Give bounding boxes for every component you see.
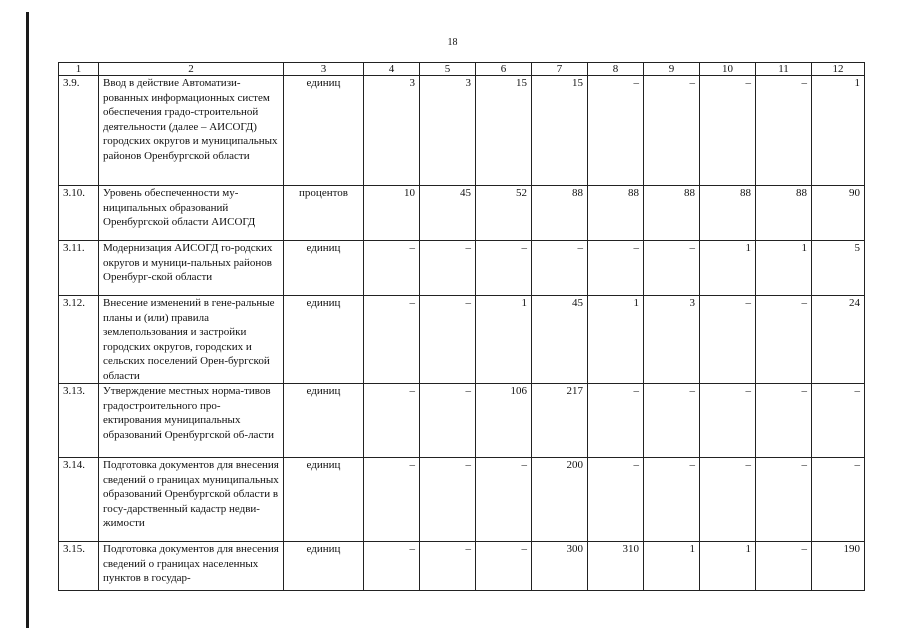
indicator-name: Уровень обеспеченности му-ниципальных образований Оренбургской области АИСОГД bbox=[99, 186, 284, 241]
row-number: 3.10. bbox=[59, 186, 99, 241]
value-cell: – bbox=[756, 384, 812, 458]
unit-cell: процентов bbox=[284, 186, 364, 241]
value-cell: 1 bbox=[756, 241, 812, 296]
value-cell: – bbox=[364, 241, 420, 296]
value-cell: 1 bbox=[812, 76, 865, 186]
value-cell: – bbox=[700, 296, 756, 384]
value-cell: – bbox=[812, 458, 865, 542]
page-number: 18 bbox=[447, 37, 458, 48]
table-row bbox=[59, 542, 865, 591]
row-number: 3.11. bbox=[59, 241, 99, 296]
value-cell: – bbox=[756, 542, 812, 591]
binding-edge bbox=[26, 12, 29, 628]
value-cell: 88 bbox=[588, 186, 644, 241]
header-cell: 5 bbox=[420, 63, 476, 76]
value-cell: 310 bbox=[588, 542, 644, 591]
value-cell: – bbox=[756, 296, 812, 384]
header-row bbox=[59, 63, 865, 76]
value-cell: – bbox=[420, 241, 476, 296]
value-cell: 45 bbox=[420, 186, 476, 241]
value-cell: 88 bbox=[644, 186, 700, 241]
row-number: 3.15. bbox=[59, 542, 99, 591]
header-cell: 2 bbox=[99, 63, 284, 76]
row-number: 3.9. bbox=[59, 76, 99, 186]
row-number: 3.12. bbox=[59, 296, 99, 384]
value-cell: 88 bbox=[532, 186, 588, 241]
value-cell: 300 bbox=[532, 542, 588, 591]
value-cell: – bbox=[420, 384, 476, 458]
unit-cell: единиц bbox=[284, 241, 364, 296]
value-cell: – bbox=[644, 384, 700, 458]
value-cell: – bbox=[588, 76, 644, 186]
unit-cell: единиц bbox=[284, 542, 364, 591]
value-cell: – bbox=[364, 384, 420, 458]
value-cell: – bbox=[532, 241, 588, 296]
value-cell: 90 bbox=[812, 186, 865, 241]
value-cell: – bbox=[476, 458, 532, 542]
table-row bbox=[59, 296, 865, 384]
value-cell: – bbox=[588, 458, 644, 542]
table-row bbox=[59, 76, 865, 186]
value-cell: 15 bbox=[532, 76, 588, 186]
indicator-name: Утверждение местных норма-тивов градостроительного про-ектирования муниципальных образований Оренбургской об-ласти bbox=[99, 384, 284, 458]
value-cell: – bbox=[644, 458, 700, 542]
table-row bbox=[59, 458, 865, 542]
header-cell: 3 bbox=[284, 63, 364, 76]
value-cell: 88 bbox=[700, 186, 756, 241]
value-cell: – bbox=[700, 76, 756, 186]
value-cell: – bbox=[588, 241, 644, 296]
header-cell: 4 bbox=[364, 63, 420, 76]
value-cell: 15 bbox=[476, 76, 532, 186]
value-cell: – bbox=[364, 458, 420, 542]
value-cell: 45 bbox=[532, 296, 588, 384]
value-cell: – bbox=[420, 458, 476, 542]
indicators-table bbox=[58, 62, 865, 591]
header-cell: 6 bbox=[476, 63, 532, 76]
value-cell: 1 bbox=[700, 241, 756, 296]
value-cell: – bbox=[756, 76, 812, 186]
header-cell: 8 bbox=[588, 63, 644, 76]
value-cell: – bbox=[700, 458, 756, 542]
unit-cell: единиц bbox=[284, 76, 364, 186]
value-cell: 3 bbox=[364, 76, 420, 186]
unit-cell: единиц bbox=[284, 296, 364, 384]
value-cell: – bbox=[644, 76, 700, 186]
indicator-name: Ввод в действие Автоматизи-рованных информационных систем обеспечения градо-строительной деятельности (далее – АИСОГД) городских округов и муниципальных районов Оренбургской области bbox=[99, 76, 284, 186]
unit-cell: единиц bbox=[284, 458, 364, 542]
value-cell: 190 bbox=[812, 542, 865, 591]
value-cell: 217 bbox=[532, 384, 588, 458]
table-row bbox=[59, 241, 865, 296]
row-number: 3.13. bbox=[59, 384, 99, 458]
table-row bbox=[59, 384, 865, 458]
value-cell: 24 bbox=[812, 296, 865, 384]
value-cell: – bbox=[700, 384, 756, 458]
value-cell: – bbox=[812, 384, 865, 458]
indicator-name: Модернизация АИСОГД го-родских округов и муници-пальных районов Оренбург-ской области bbox=[99, 241, 284, 296]
value-cell: 3 bbox=[420, 76, 476, 186]
value-cell: – bbox=[756, 458, 812, 542]
value-cell: 1 bbox=[700, 542, 756, 591]
value-cell: 1 bbox=[588, 296, 644, 384]
indicator-name: Внесение изменений в гене-ральные планы и (или) правила землепользования и застройки городских округов, городских и сельских поселений Орен-бургской области bbox=[99, 296, 284, 384]
value-cell: – bbox=[476, 542, 532, 591]
header-cell: 7 bbox=[532, 63, 588, 76]
table-row bbox=[59, 186, 865, 241]
value-cell: 10 bbox=[364, 186, 420, 241]
value-cell: 1 bbox=[644, 542, 700, 591]
value-cell: 200 bbox=[532, 458, 588, 542]
value-cell: – bbox=[476, 241, 532, 296]
header-cell: 9 bbox=[644, 63, 700, 76]
value-cell: – bbox=[364, 542, 420, 591]
value-cell: – bbox=[588, 384, 644, 458]
value-cell: – bbox=[364, 296, 420, 384]
unit-cell: единиц bbox=[284, 384, 364, 458]
value-cell: – bbox=[644, 241, 700, 296]
value-cell: 1 bbox=[476, 296, 532, 384]
value-cell: 106 bbox=[476, 384, 532, 458]
header-cell: 12 bbox=[812, 63, 865, 76]
value-cell: 5 bbox=[812, 241, 865, 296]
value-cell: 3 bbox=[644, 296, 700, 384]
indicator-name: Подготовка документов для внесения сведений о границах населенных пунктов в государ- bbox=[99, 542, 284, 591]
header-cell: 1 bbox=[59, 63, 99, 76]
value-cell: 52 bbox=[476, 186, 532, 241]
indicator-name: Подготовка документов для внесения сведений о границах муниципальных образований Оренбургской области в госу-дарственный кадастр недви-жимости bbox=[99, 458, 284, 542]
value-cell: – bbox=[420, 296, 476, 384]
value-cell: – bbox=[420, 542, 476, 591]
row-number: 3.14. bbox=[59, 458, 99, 542]
header-cell: 11 bbox=[756, 63, 812, 76]
header-cell: 10 bbox=[700, 63, 756, 76]
value-cell: 88 bbox=[756, 186, 812, 241]
